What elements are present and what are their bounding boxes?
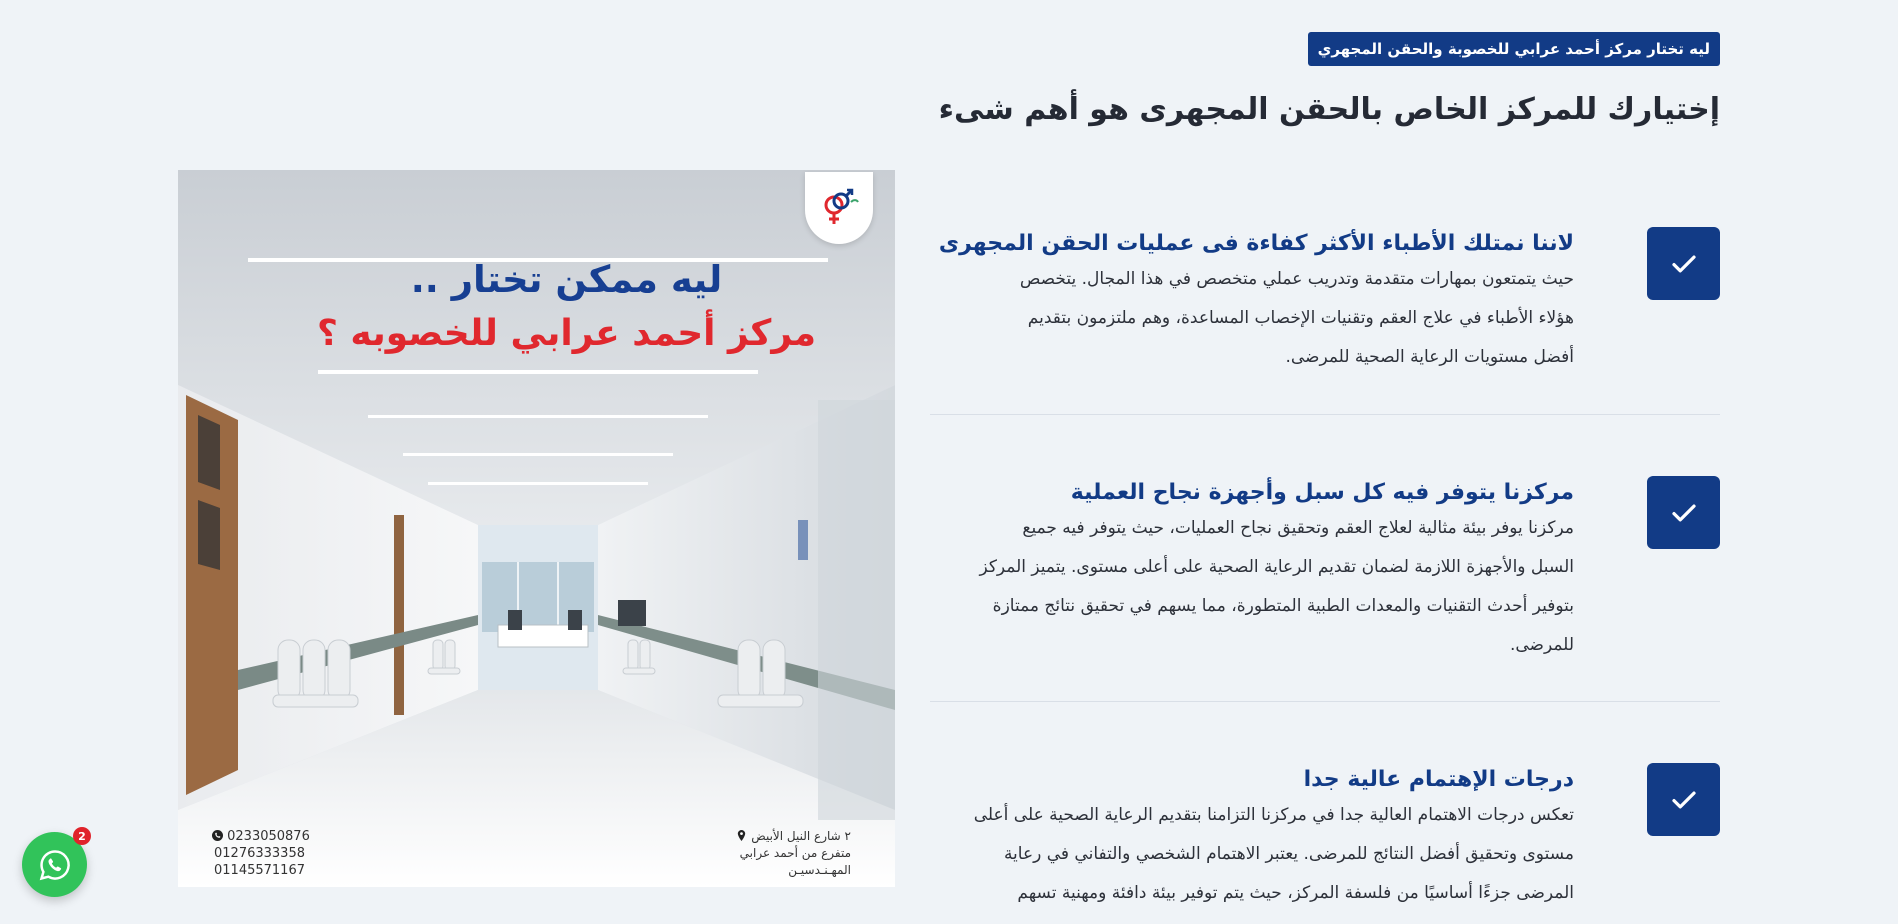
feature-line: السبل والأجهزة اللازمة لضمان تقديم الرعاية الصحية على أعلى مستوى. يتميز المركز	[979, 557, 1574, 577]
feature-item	[934, 228, 1574, 377]
whatsapp-icon	[37, 847, 73, 883]
address-block	[736, 828, 851, 879]
phone-numbers	[212, 828, 310, 879]
feature-item	[934, 477, 1574, 665]
feature-line: مستوى وتحقيق أفضل النتائج للمرضى. يعتبر الاهتمام الشخصي والتفاني في رعاية	[1003, 844, 1574, 864]
feature-line: مركزنا يوفر بيئة مثالية لعلاج العقم وتحقيق نجاح العمليات، حيث يتوفر فيه جميع	[1022, 518, 1574, 538]
image-headline: ليه ممكن تختار ..	[410, 258, 723, 301]
address-line: ٢ شارع النيل الأبيض	[751, 829, 851, 843]
phone-number: 0233050876	[227, 829, 310, 844]
gender-symbol-icon	[817, 186, 861, 230]
feature-line: تعكس درجات الاهتمام العالية جدا في مركزنا التزامنا بتقديم الرعاية الصحية على أعلى	[973, 805, 1574, 825]
feature-line: للمرضى.	[1509, 635, 1574, 655]
feature-title: لاننا نمتلك الأطباء الأكثر كفاءة فى عمليات الحقن المجهرى	[938, 231, 1574, 256]
address-line: متفرع من أحمد عرابي	[739, 846, 851, 860]
check-icon	[1647, 476, 1720, 549]
feature-description	[934, 509, 1574, 665]
feature-title: درجات الإهتمام عالية جدا	[1303, 767, 1574, 792]
feature-line: المرضى جزءًا أساسيًا من فلسفة المركز، حيث يتم توفير بيئة دافئة ومهنية تسهم	[1017, 883, 1574, 903]
address-line: المهـنـدسيـن	[788, 863, 851, 877]
feature-item	[934, 764, 1574, 913]
clinic-corridor-image	[178, 170, 895, 887]
feature-line: بتوفير أحدث التقنيات والمعدات الطبية المتطورة، مما يسهم في تحقيق نتائج ممتازة	[992, 596, 1574, 616]
divider	[930, 701, 1720, 702]
section-title: إختيارك للمركز الخاص بالحقن المجهرى هو أهم شىء	[938, 92, 1720, 127]
check-icon	[1647, 227, 1720, 300]
location-pin-icon	[736, 830, 747, 841]
feature-title: مركزنا يتوفر فيه كل سبل وأجهزة نجاح العملية	[1070, 480, 1574, 505]
clinic-logo	[805, 172, 873, 244]
feature-description	[934, 796, 1574, 913]
feature-description	[934, 260, 1574, 377]
divider	[930, 414, 1720, 415]
section-badge: ليه تختار مركز أحمد عرابي للخصوبة والحقن المجهري	[1308, 32, 1720, 66]
phone-number: 01276333358	[214, 846, 305, 861]
phone-icon	[212, 830, 223, 841]
feature-line: حيث يتمتعون بمهارات متقدمة وتدريب عملي متخصص في هذا المجال. يتخصص	[1019, 269, 1574, 289]
unread-badge: 2	[73, 827, 91, 845]
phone-number: 01145571167	[214, 863, 305, 878]
feature-line: أفضل مستويات الرعاية الصحية للمرضى.	[1285, 347, 1574, 367]
check-icon	[1647, 763, 1720, 836]
feature-line: هؤلاء الأطباء في علاج العقم وتقنيات الإخصاب المساعدة، وهم ملتزمون بتقديم	[1027, 308, 1574, 328]
image-subheadline: مركز أحمد عرابي للخصوبه ؟	[316, 313, 817, 354]
